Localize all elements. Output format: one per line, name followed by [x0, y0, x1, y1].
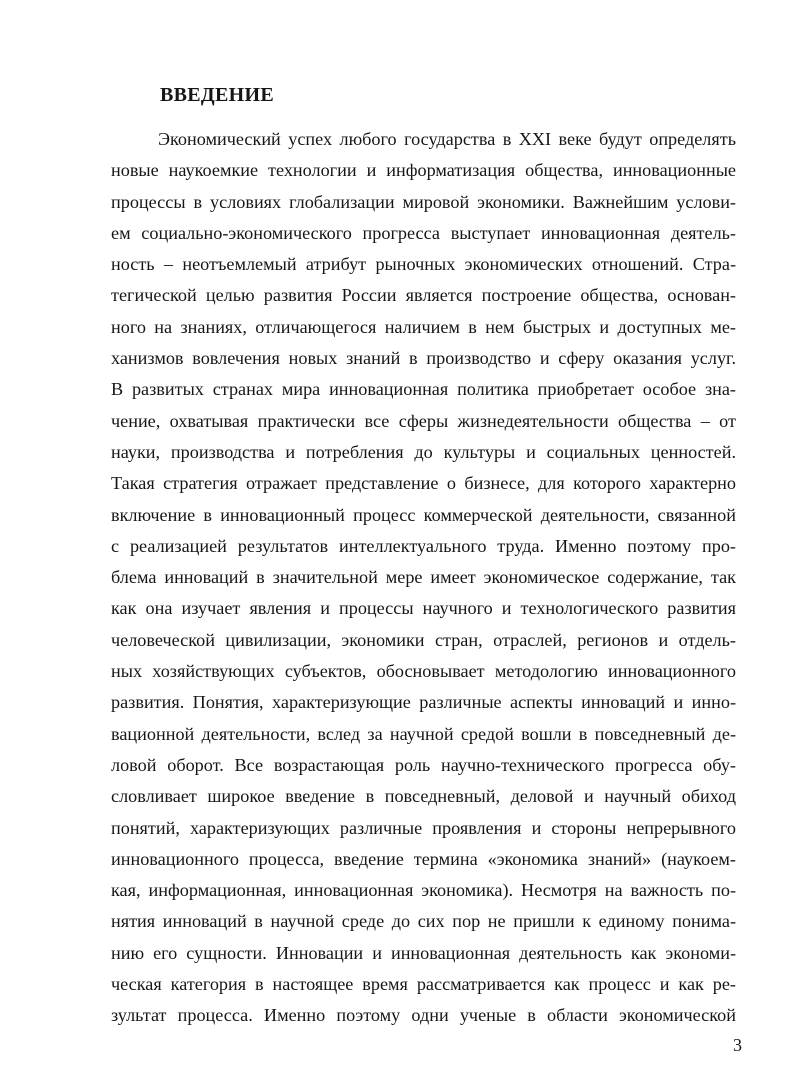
text-line: вационной деятельности, вслед за научной средой вошли в повседневный де-: [111, 723, 736, 744]
text-line: ность – неотъемлемый атрибут рыночных экономических отношений. Стра-: [111, 254, 736, 275]
text-line: ем социально-экономического прогресса выступает инновационная деятель-: [111, 222, 736, 243]
text-line: процессы в условиях глобализации мировой экономики. Важнейшим услови-: [111, 191, 736, 212]
text-line: нятия инноваций в научной среде до сих пор не пришли к единому понима-: [111, 911, 736, 932]
text-line: ханизмов вовлечения новых знаний в производство и сферу оказания услуг.: [111, 348, 736, 369]
text-line: включение в инновационный процесс коммерческой деятельности, связанной: [111, 504, 736, 525]
text-line: тегической целью развития России является построение общества, основан-: [111, 285, 736, 306]
section-heading: ВВЕДЕНИЕ: [160, 84, 274, 106]
text-line: науки, производства и потребления до культуры и социальных ценностей.: [111, 441, 736, 462]
page-number: 3: [733, 1035, 742, 1055]
text-line: ных хозяйствующих субъектов, обосновывает методологию инновационного: [111, 661, 736, 682]
text-line: блема инноваций в значительной мере имеет экономическое содержание, так: [111, 567, 736, 588]
text-line: словливает широкое введение в повседневный, деловой и научный обиход: [111, 786, 736, 807]
text-line: ческая категория в настоящее время рассматривается как процесс и как ре-: [111, 974, 736, 995]
text-line: В развитых странах мира инновационная политика приобретает особое зна-: [111, 379, 736, 400]
body-text: [111, 124, 736, 1032]
text-line: новые наукоемкие технологии и информатизация общества, инновационные: [111, 160, 736, 181]
text-line: понятий, характеризующих различные проявления и стороны непрерывного: [111, 817, 736, 838]
text-line: нию его сущности. Инновации и инновационная деятельность как экономи-: [111, 942, 736, 963]
text-line: человеческой цивилизации, экономики стран, отраслей, регионов и отдель-: [111, 629, 736, 650]
text-line: Такая стратегия отражает представление о бизнесе, для которого характерно: [111, 473, 736, 494]
text-line: ловой оборот. Все возрастающая роль научно-технического прогресса обу-: [111, 754, 736, 775]
text-line: зультат процесса. Именно поэтому одни ученые в области экономической: [111, 1005, 736, 1026]
text-line: как она изучает явления и процессы научного и технологического развития: [111, 598, 736, 619]
text-line: с реализацией результатов интеллектуального труда. Именно поэтому про-: [111, 535, 736, 556]
text-line: ного на знаниях, отличающегося наличием в нем быстрых и доступных ме-: [111, 316, 736, 337]
text-line: кая, информационная, инновационная экономика). Несмотря на важность по-: [111, 880, 736, 901]
text-line: инновационного процесса, введение термина «экономика знаний» (наукоем-: [111, 848, 736, 869]
text-line: развития. Понятия, характеризующие различные аспекты инноваций и инно-: [111, 692, 736, 713]
text-line: Экономический успех любого государства в XXI веке будут определять: [158, 129, 736, 149]
text-line: чение, охватывая практически все сферы жизнедеятельности общества – от: [111, 410, 736, 431]
